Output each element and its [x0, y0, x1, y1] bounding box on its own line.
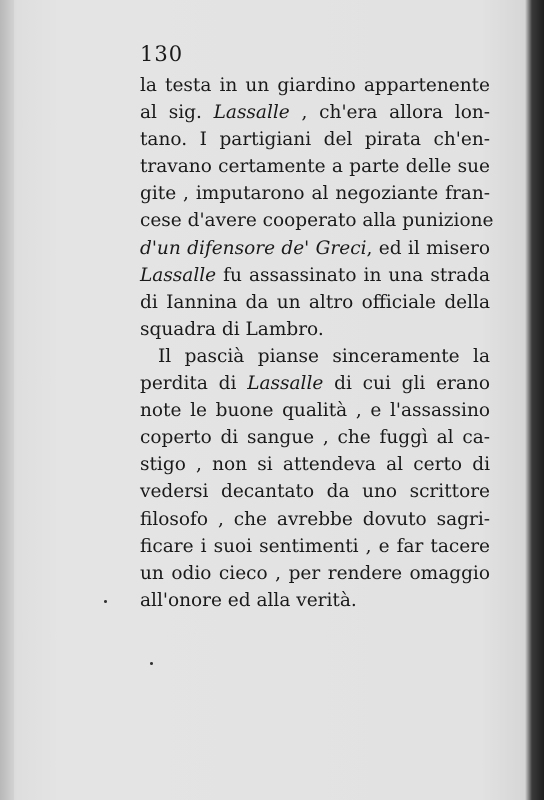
text-line [140, 397, 490, 424]
text-line [140, 343, 490, 370]
text-line [140, 99, 490, 126]
text-run: Il pascià pianse sinceramente la [158, 345, 490, 367]
text-run: filosofo , che avrebbe dovuto sagri- [140, 508, 490, 530]
italic-text: Lassalle [213, 102, 290, 124]
text-line [140, 533, 490, 560]
text-run: di cui gli erano [323, 373, 490, 395]
text-line [140, 289, 490, 316]
paragraph-1 [140, 72, 494, 343]
text-line [140, 560, 490, 587]
italic-text: d'un difensore de' Greci [140, 237, 367, 259]
text-run: ficare i suoi sentimenti , e far tacere [140, 535, 490, 557]
text-line [140, 262, 490, 289]
text-line [140, 506, 490, 533]
text-run: gite , imputarono al negoziante fran- [140, 183, 490, 205]
text-run: cese d'avere cooperato alla punizione [140, 210, 494, 232]
text-run: coperto di sangue , che fuggì al ca- [140, 427, 490, 449]
page-number: 130 [140, 42, 184, 66]
paragraph-2 [140, 343, 490, 614]
text-run: stigo , non si attendeva al certo di [140, 454, 490, 476]
text-run: , ed il misero [366, 237, 490, 259]
ink-speck [104, 600, 107, 603]
text-run: perdita di [140, 373, 248, 395]
text-line [140, 72, 490, 99]
text-line [140, 126, 490, 153]
body-text [140, 72, 494, 614]
text-line [140, 316, 490, 343]
ink-speck [150, 662, 153, 665]
text-line [140, 180, 490, 207]
text-run: al sig. [140, 102, 214, 124]
italic-text: Lassalle [247, 373, 324, 395]
text-line [140, 235, 490, 262]
text-run: fu assassinato in una strada [216, 264, 490, 286]
italic-text: Lassalle [140, 264, 217, 286]
text-line [140, 478, 490, 505]
text-run: squadra di Lambro. [140, 318, 324, 340]
text-run: note le buone qualità , e l'assassino [140, 400, 490, 422]
text-run: un odio cieco , per rendere omaggio [140, 562, 490, 584]
text-run: di Iannina da un altro officiale della [140, 291, 490, 313]
page-left-edge [0, 0, 14, 800]
text-run: tano. I partigiani del pirata ch'en- [140, 129, 490, 151]
text-line [140, 587, 490, 614]
text-run: all'onore ed alla verità. [140, 589, 357, 611]
text-line [140, 207, 494, 234]
text-run: vedersi decantato da uno scrittore [140, 481, 490, 503]
text-line [140, 153, 490, 180]
text-run: , ch'era allora lon- [289, 102, 490, 124]
text-line [140, 370, 490, 397]
text-run: travano certamente a parte delle sue [140, 156, 490, 178]
text-run: la testa in un giardino appartenente [140, 75, 490, 96]
text-line [140, 451, 490, 478]
text-line [140, 424, 490, 451]
